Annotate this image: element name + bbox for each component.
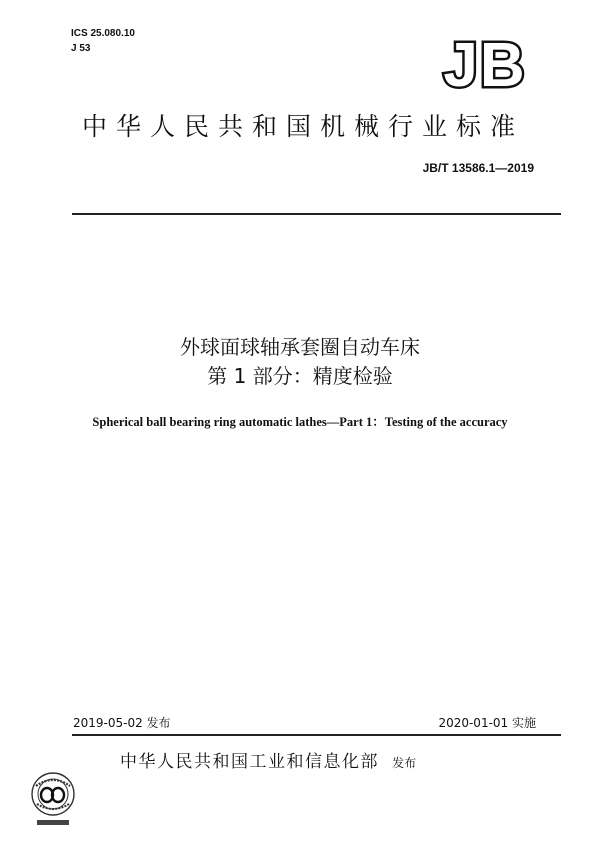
jb-logo-text: JB (443, 38, 527, 90)
header-divider (72, 213, 561, 215)
english-title: Spherical ball bearing ring automatic lathes—Part 1：Testing of the accuracy (92, 415, 508, 429)
footer-divider (72, 734, 561, 736)
jb-logo (430, 38, 540, 90)
issuer-verb: 发布 (392, 756, 417, 770)
publication-date: 2019-05-02 发布 (73, 716, 171, 730)
implementation-date: 2020-01-01 实施 (438, 716, 536, 730)
issuer-name: 中华人民共和国工业和信息化部 (120, 752, 379, 772)
issuer-line (120, 750, 416, 775)
seal-stamp-icon (28, 770, 78, 830)
ccs-code: J 53 (71, 43, 91, 54)
standard-category-title: 中华人民共和国机械行业标准 (81, 112, 524, 141)
ics-code: ICS 25.080.10 (71, 28, 135, 39)
standard-number: JB/T 13586.1—2019 (422, 161, 534, 175)
document-title-line2: 第 1 部分：精度检验 (207, 364, 393, 388)
document-title-line1: 外球面球轴承套圈自动车床 (180, 335, 420, 359)
